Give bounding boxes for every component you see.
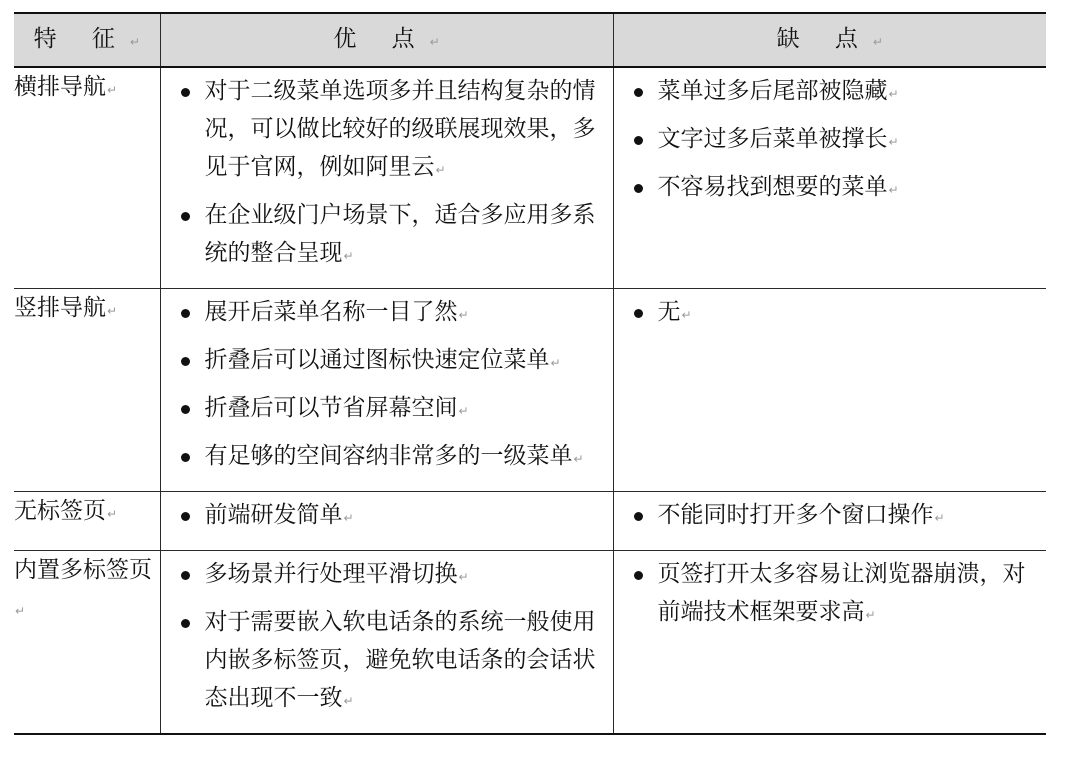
list-item [161,293,603,334]
pros-cell [160,289,613,492]
list-item-text: 折叠后可以节省屏幕空间 [204,395,458,421]
comparison-table [14,12,1046,735]
feature-label: 横排导航 [14,74,106,100]
paragraph-mark: ↵ [888,183,899,197]
pros-list [161,492,613,550]
paragraph-mark: ↵ [343,511,354,525]
pros-list [161,68,613,288]
table-row [14,289,1046,492]
header-cons: 缺 点↵ [613,13,1046,67]
feature-cell [14,67,160,289]
list-item-text: 多场景并行处理平滑切换 [204,561,458,587]
cons-cell [613,492,1046,551]
paragraph-mark: ↵ [888,135,899,149]
list-item-text: 不能同时打开多个窗口操作 [657,502,934,528]
paragraph-mark: ↵ [888,87,899,101]
list-item-text: 页签打开太多容易让浏览器崩溃，对前端技术框架要求高 [657,561,1026,625]
paragraph-mark: ↵ [458,404,469,418]
paragraph-mark: ↵ [458,570,469,584]
cons-list [614,68,1047,222]
feature-cell [14,492,160,551]
list-item-text: 对于需要嵌入软电话条的系统一般使用内嵌多标签页，避免软电话条的会话状态出现不一致 [204,609,596,711]
list-item-text: 有足够的空间容纳非常多的一级菜单 [204,443,573,469]
paragraph-mark: ↵ [107,507,118,521]
feature-label: 内置多标签页 [14,557,152,583]
header-feature: 特 征↵ [14,13,160,67]
list-item [614,555,1037,634]
paragraph-mark: ↵ [343,249,354,263]
feature-label: 竖排导航 [14,295,106,321]
list-item [614,120,1037,161]
feature-cell [14,289,160,492]
cons-cell [613,289,1046,492]
cons-list [614,289,1047,347]
list-item-text: 菜单过多后尾部被隐藏 [657,78,888,104]
list-item [161,555,603,596]
table-body [14,67,1046,734]
paragraph-mark: ↵ [681,308,692,322]
list-item-text: 展开后菜单名称一目了然 [204,299,458,325]
cons-list [614,551,1047,647]
document-page [14,12,1046,735]
list-item [161,437,603,478]
list-item-text: 不容易找到想要的菜单 [657,174,888,200]
list-item-text: 无 [657,299,681,325]
paragraph-mark: ↵ [550,356,561,370]
paragraph-mark: ↵ [343,694,354,708]
cons-list [614,492,1047,550]
list-item [614,72,1037,113]
paragraph-mark: ↵ [107,83,118,97]
table-header-row [14,13,1046,67]
pros-list [161,551,613,733]
cons-cell [613,551,1046,735]
list-item [161,72,603,189]
list-item [161,496,603,537]
table-row [14,67,1046,289]
paragraph-mark: ↵ [129,34,140,49]
paragraph-mark: ↵ [435,163,446,177]
list-item [161,389,603,430]
header-pros: 优 点↵ [160,13,613,67]
paragraph-mark: ↵ [865,608,876,622]
pros-cell [160,67,613,289]
paragraph-mark: ↵ [107,304,118,318]
paragraph-mark: ↵ [872,34,883,49]
pros-cell [160,492,613,551]
list-item [161,341,603,382]
paragraph-mark: ↵ [573,452,584,466]
paragraph-mark: ↵ [934,511,945,525]
paragraph-mark: ↵ [458,308,469,322]
list-item-text: 折叠后可以通过图标快速定位菜单 [204,347,550,373]
list-item [614,168,1037,209]
cons-cell [613,67,1046,289]
table-row [14,492,1046,551]
paragraph-mark: ↵ [429,34,440,49]
list-item-text: 对于二级菜单选项多并且结构复杂的情况，可以做比较好的级联展现效果，多见于官网，例如阿里云 [204,78,596,180]
feature-label: 无标签页 [14,498,106,524]
list-item [161,196,603,275]
list-item [614,293,1037,334]
feature-cell [14,551,160,735]
list-item-text: 文字过多后菜单被撑长 [657,126,888,152]
pros-cell [160,551,613,735]
table-row [14,551,1046,735]
paragraph-mark: ↵ [15,604,26,618]
pros-list [161,289,613,491]
list-item-text: 在企业级门户场景下，适合多应用多系统的整合呈现 [204,202,596,266]
list-item [161,603,603,720]
list-item-text: 前端研发简单 [204,502,343,528]
list-item [614,496,1037,537]
